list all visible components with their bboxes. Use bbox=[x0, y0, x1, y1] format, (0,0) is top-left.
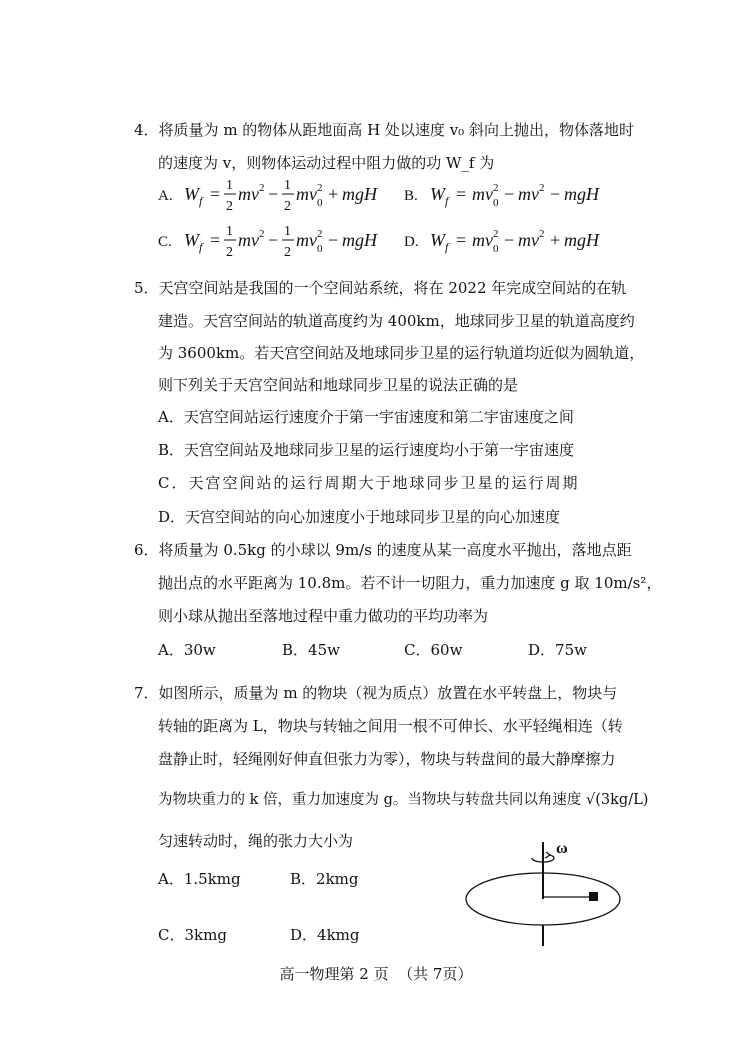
q6-line1 bbox=[134, 540, 632, 560]
turntable-figure bbox=[460, 838, 635, 948]
q5-option-a: A．天宫空间站运行速度介于第一宇宙速度和第二宇宙速度之间 bbox=[158, 408, 574, 426]
svg-text:+: + bbox=[550, 230, 561, 250]
q5-option-c: C．天宫空间站的运行周期大于地球同步卫星的运行周期 bbox=[158, 474, 580, 492]
svg-text:mgH: mgH bbox=[564, 230, 599, 250]
svg-text:1: 1 bbox=[226, 224, 233, 239]
q4-option-b-formula bbox=[404, 176, 624, 216]
q7-stem-2: 转轴的距离为 L，物块与转轴之间用一根不可伸长、水平轻绳相连（转 bbox=[158, 717, 623, 735]
svg-text:=: = bbox=[456, 230, 467, 250]
svg-text:0: 0 bbox=[317, 243, 323, 255]
svg-text:−: − bbox=[268, 184, 279, 204]
svg-text:f: f bbox=[199, 240, 203, 254]
q4-option-c bbox=[158, 222, 418, 266]
svg-text:2: 2 bbox=[493, 228, 499, 240]
q7-option-c: C．3kmg bbox=[158, 926, 227, 944]
svg-text:mv: mv bbox=[296, 230, 317, 250]
q5-stem-1: 天宫空间站是我国的一个空间站系统，将在 2022 年完成空间站的在轨 bbox=[158, 279, 627, 297]
svg-text:mgH: mgH bbox=[342, 230, 377, 250]
q6-option-d: D．75w bbox=[528, 641, 587, 659]
svg-text:−: − bbox=[504, 184, 515, 204]
svg-text:−: − bbox=[504, 230, 515, 250]
q6-option-a: A．30w bbox=[158, 641, 216, 659]
svg-text:−: − bbox=[268, 230, 279, 250]
q6-stem-2: 抛出点的水平距离为 10.8m。若不计一切阻力，重力加速度 g 取 10m/s²， bbox=[158, 574, 662, 592]
q7-stem-5: 匀速转动时，绳的张力大小为 bbox=[158, 832, 354, 850]
svg-text:W: W bbox=[430, 230, 445, 250]
q5-option-b: B．天宫空间站及地球同步卫星的运行速度均小于第一宇宙速度 bbox=[158, 441, 575, 459]
svg-text:2: 2 bbox=[539, 228, 545, 240]
svg-text:A.: A. bbox=[158, 188, 173, 204]
svg-text:mv: mv bbox=[472, 230, 493, 250]
page-number-text: 高一物理第 2 页 （共 7页） bbox=[279, 965, 473, 983]
svg-text:=: = bbox=[210, 184, 221, 204]
svg-text:mv: mv bbox=[518, 230, 539, 250]
q4-line1 bbox=[134, 120, 634, 140]
svg-text:2: 2 bbox=[284, 199, 291, 214]
q4-option-c-formula bbox=[158, 222, 418, 262]
q4-stem-2: 的速度为 v，则物体运动过程中阻力做的功 W_f 为 bbox=[158, 154, 495, 172]
svg-text:f: f bbox=[199, 194, 203, 208]
q7-number: 7． bbox=[134, 684, 159, 702]
omega-label: ω bbox=[556, 840, 568, 857]
svg-text:0: 0 bbox=[493, 197, 499, 209]
q6-stem-1: 将质量为 0.5kg 的小球以 9m/s 的速度从某一高度水平抛出，落地点距 bbox=[158, 541, 632, 559]
svg-text:W: W bbox=[430, 184, 445, 204]
svg-text:0: 0 bbox=[317, 197, 323, 209]
svg-text:2: 2 bbox=[226, 199, 233, 214]
svg-text:+: + bbox=[328, 184, 339, 204]
q4-option-d-formula bbox=[404, 222, 624, 262]
svg-text:−: − bbox=[328, 230, 339, 250]
q4-stem-1: 将质量为 m 的物体从距地面高 H 处以速度 v₀ 斜向上抛出，物体落地时 bbox=[158, 121, 634, 139]
q7-stem-1: 如图所示，质量为 m 的物块（视为质点）放置在水平转盘上，物块与 bbox=[158, 684, 618, 702]
svg-text:C.: C. bbox=[158, 234, 172, 250]
q5-stem-4: 则下列关于天宫空间站和地球同步卫星的说法正确的是 bbox=[158, 376, 519, 394]
svg-text:mv: mv bbox=[296, 184, 317, 204]
svg-text:1: 1 bbox=[284, 178, 291, 193]
q4-option-d bbox=[404, 222, 624, 266]
svg-text:2: 2 bbox=[259, 228, 265, 240]
q4-option-b bbox=[404, 176, 624, 220]
svg-text:2: 2 bbox=[284, 245, 291, 260]
svg-text:mv: mv bbox=[238, 184, 259, 204]
svg-text:1: 1 bbox=[284, 224, 291, 239]
svg-text:=: = bbox=[210, 230, 221, 250]
q6-stem-3: 则小球从抛出至落地过程中重力做功的平均功率为 bbox=[158, 607, 489, 625]
q5-option-d: D．天宫空间站的向心加速度小于地球同步卫星的向心加速度 bbox=[158, 508, 561, 526]
q7-line1 bbox=[134, 683, 617, 703]
svg-text:2: 2 bbox=[493, 182, 499, 194]
q4-option-a-formula bbox=[158, 176, 418, 216]
svg-text:2: 2 bbox=[317, 182, 323, 194]
q6-option-b: B．45w bbox=[282, 641, 340, 659]
svg-text:mgH: mgH bbox=[342, 184, 377, 204]
svg-text:mv: mv bbox=[472, 184, 493, 204]
q7-option-a: A．1.5kmg bbox=[158, 870, 241, 888]
svg-text:2: 2 bbox=[226, 245, 233, 260]
q5-stem-3: 为 3600km。若天宫空间站及地球同步卫星的运行轨道均近似为圆轨道， bbox=[158, 344, 645, 362]
svg-text:2: 2 bbox=[259, 182, 265, 194]
svg-text:f: f bbox=[445, 194, 449, 208]
q4-number: 4． bbox=[134, 121, 159, 139]
svg-text:W: W bbox=[184, 184, 199, 204]
block-mass bbox=[589, 892, 598, 901]
q4-option-a bbox=[158, 176, 418, 220]
svg-text:f: f bbox=[445, 240, 449, 254]
q5-stem-2: 建造。天宫空间站的轨道高度约为 400km，地球同步卫星的轨道高度约 bbox=[158, 312, 635, 330]
q5-number: 5． bbox=[134, 279, 159, 297]
q7-option-b: B．2kmg bbox=[290, 870, 359, 888]
q7-stem-4: 为物块重力的 k 倍，重力加速度为 g。当物块与转盘共同以角速度 √(3kg/L) bbox=[158, 792, 649, 808]
svg-text:mv: mv bbox=[518, 184, 539, 204]
svg-text:=: = bbox=[456, 184, 467, 204]
svg-text:−: − bbox=[550, 184, 561, 204]
q6-number: 6． bbox=[134, 541, 159, 559]
svg-text:2: 2 bbox=[539, 182, 545, 194]
svg-text:B.: B. bbox=[404, 188, 418, 204]
svg-text:0: 0 bbox=[493, 243, 499, 255]
q6-option-c: C．60w bbox=[404, 641, 463, 659]
q7-option-d: D．4kmg bbox=[290, 926, 360, 944]
svg-text:W: W bbox=[184, 230, 199, 250]
svg-text:1: 1 bbox=[226, 178, 233, 193]
q7-stem-3: 盘静止时，轻绳刚好伸直但张力为零），物块与转盘间的最大静摩擦力 bbox=[158, 750, 616, 768]
q5-line1 bbox=[134, 278, 626, 298]
svg-text:mgH: mgH bbox=[564, 184, 599, 204]
svg-text:2: 2 bbox=[317, 228, 323, 240]
page-footer bbox=[0, 963, 752, 984]
svg-text:mv: mv bbox=[238, 230, 259, 250]
svg-text:D.: D. bbox=[404, 234, 419, 250]
